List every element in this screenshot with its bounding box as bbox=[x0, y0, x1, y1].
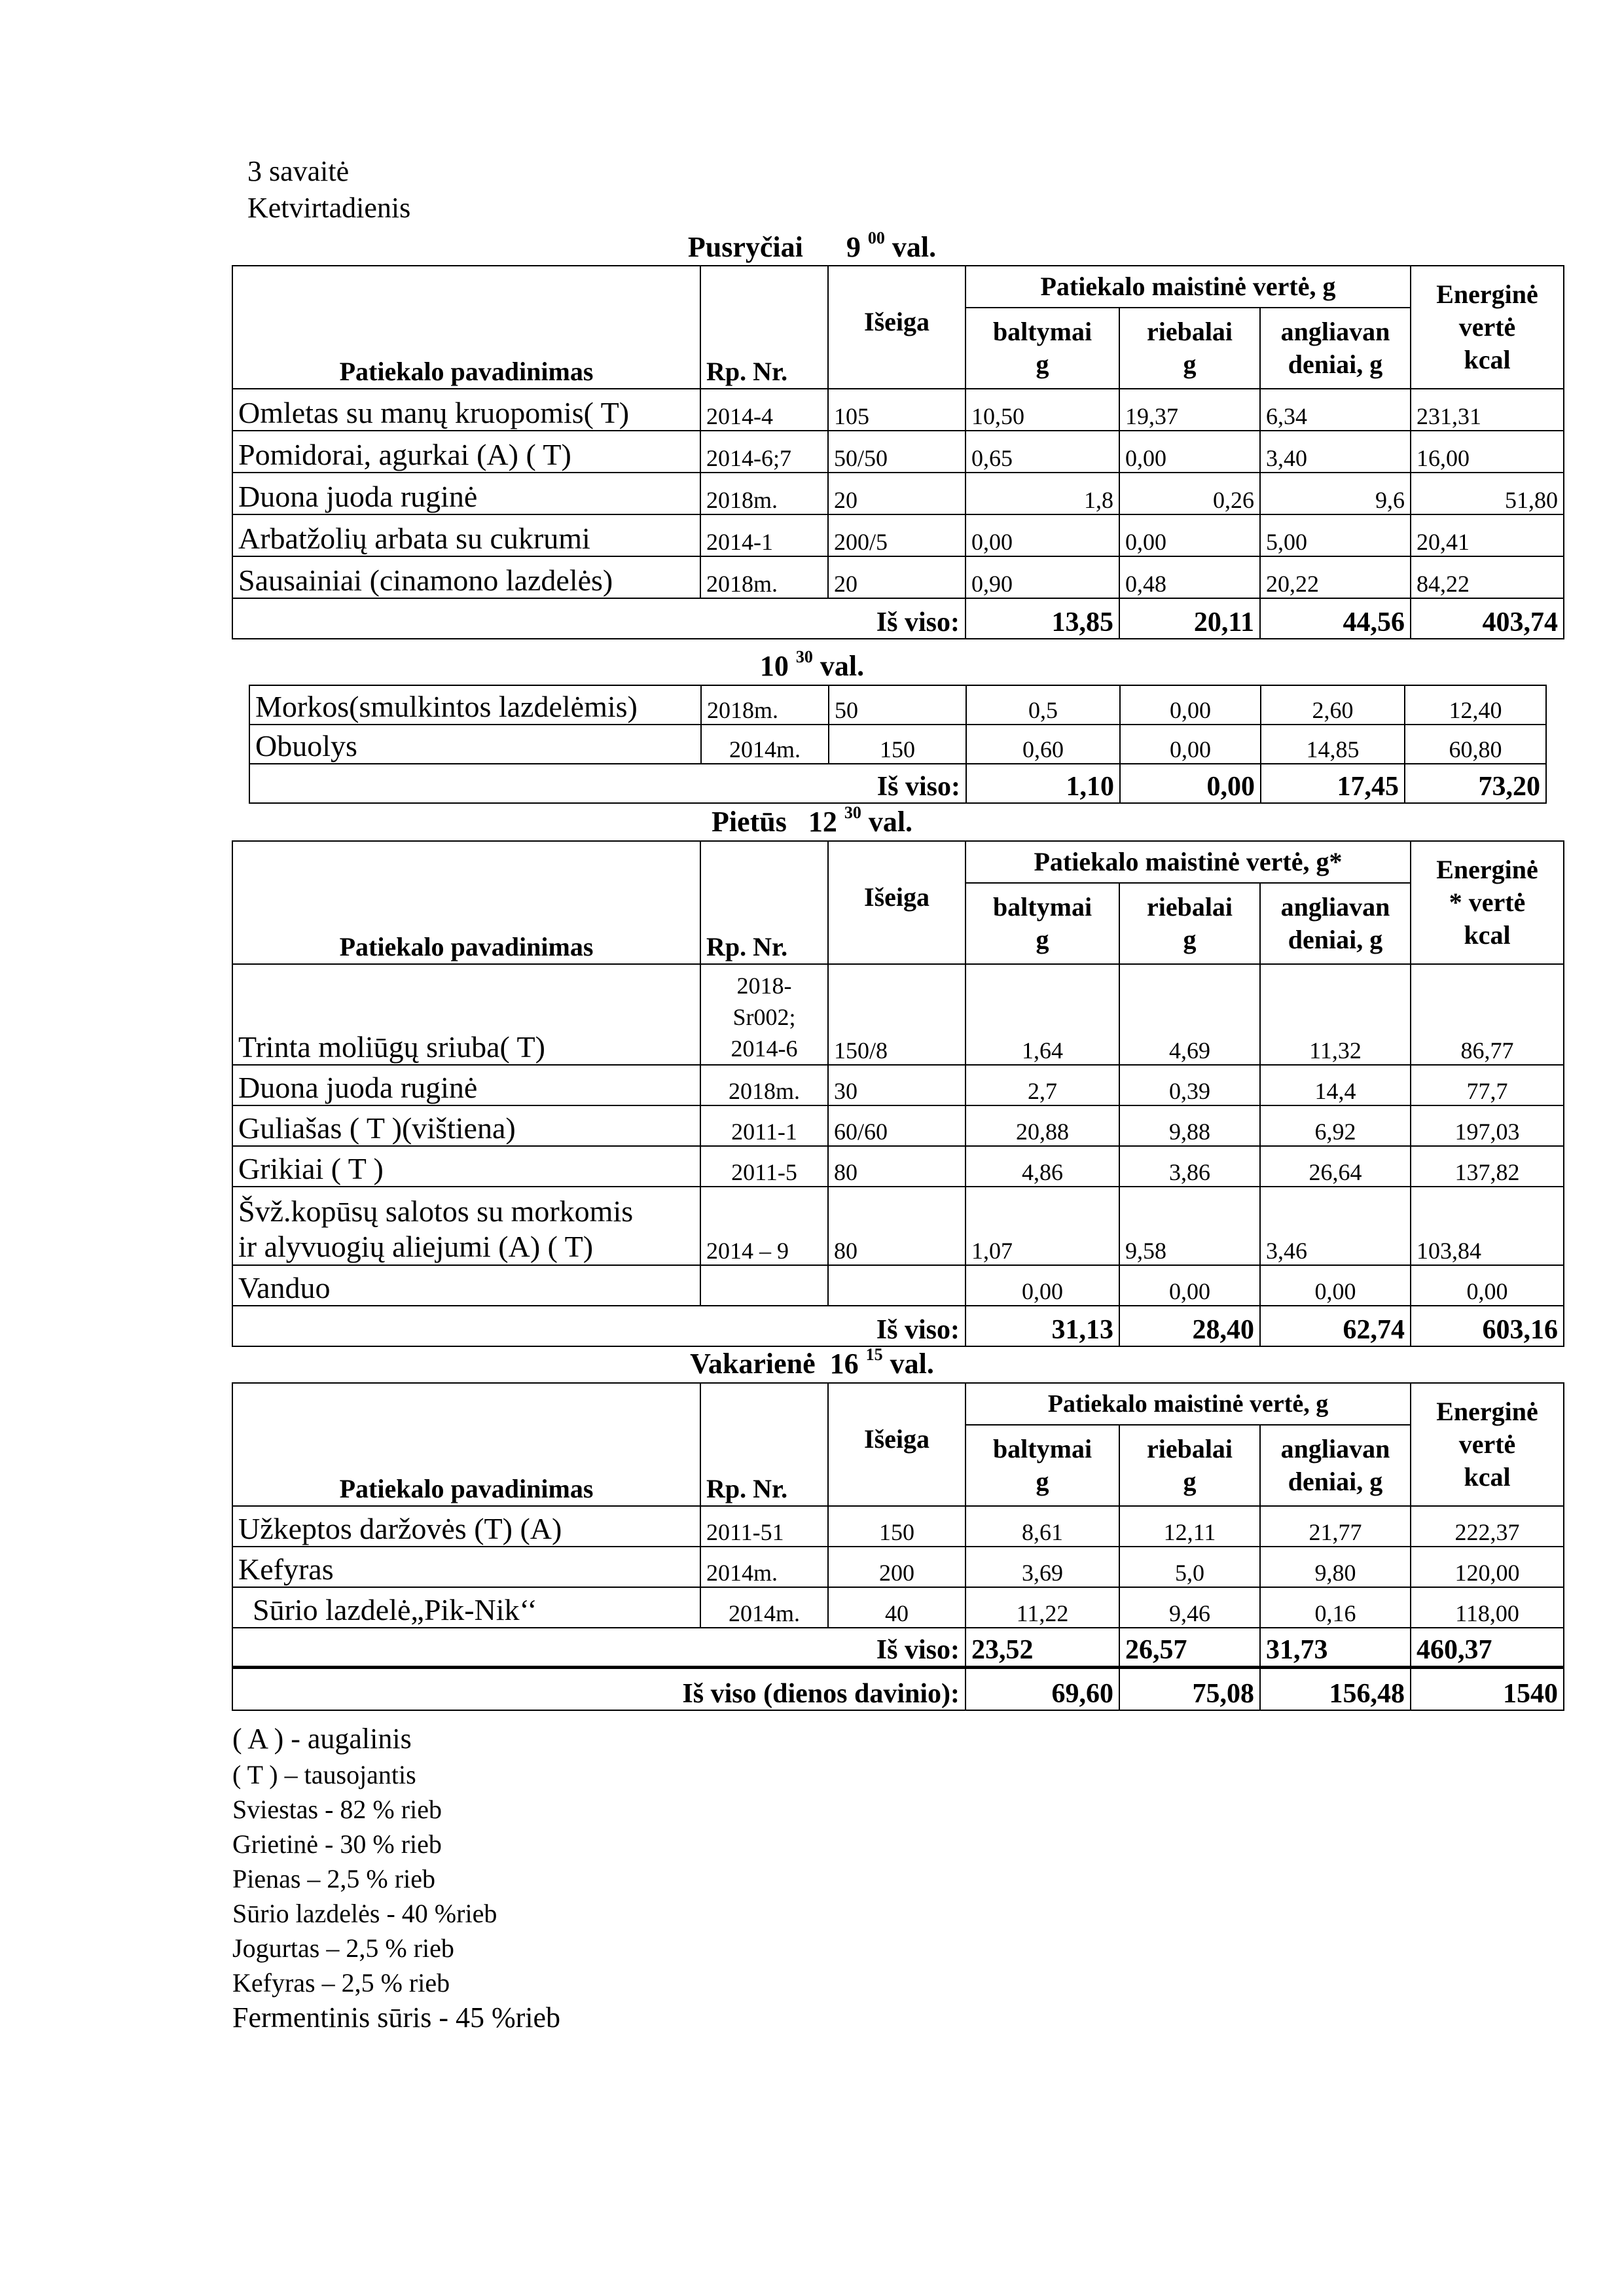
col-fat-header: riebalai g bbox=[1119, 1425, 1260, 1506]
col-fat-header: riebalai g bbox=[1119, 883, 1260, 964]
legend-item: Pienas – 2,5 % rieb bbox=[232, 1864, 435, 1893]
col-name-header: Patiekalo pavadinimas bbox=[232, 1383, 700, 1506]
col-name-header: Patiekalo pavadinimas bbox=[232, 841, 700, 964]
col-group-header: Patiekalo maistinė vertė, g* bbox=[965, 841, 1411, 883]
week-label: 3 savaitė bbox=[247, 155, 350, 187]
col-protein-header: baltymai g bbox=[965, 308, 1119, 389]
col-energy-header: Energinė * vertė kcal bbox=[1411, 841, 1564, 964]
table-row: Duona juoda ruginė 2018m. 30 2,7 0,39 14,4 77,7 bbox=[232, 1065, 1564, 1105]
legend-item: Grietinė - 30 % rieb bbox=[232, 1829, 442, 1859]
col-rp-header: Rp. Nr. bbox=[700, 841, 828, 964]
col-rp-header: Rp. Nr. bbox=[700, 1383, 828, 1506]
legend-item: ( A ) - augalinis bbox=[232, 1723, 412, 1755]
col-energy-header: Energinė vertė kcal bbox=[1411, 1383, 1564, 1506]
legend-item: Sviestas - 82 % rieb bbox=[232, 1795, 442, 1824]
col-name-header: Patiekalo pavadinimas bbox=[232, 266, 700, 389]
col-fat-header: riebalai g bbox=[1119, 308, 1260, 389]
legend-item: Sūrio lazdelės - 40 %rieb bbox=[232, 1899, 497, 1928]
legend-item: Kefyras – 2,5 % rieb bbox=[232, 1968, 450, 1998]
table-row: Arbatžolių arbata su cukrumi 2014-1 200/5 0,00 0,00 5,00 20,41 bbox=[232, 514, 1564, 556]
table-row: Švž.kopūsų salotos su morkomis ir alyvuogių aliejumi (A) ( T) 2014 – 9 80 1,07 9,58 3,46 103,84 bbox=[232, 1187, 1564, 1265]
legend-item: Fermentinis sūris - 45 %rieb bbox=[232, 2001, 561, 2034]
col-yield-header: Išeiga bbox=[828, 266, 965, 389]
col-rp-header: Rp. Nr. bbox=[700, 266, 828, 389]
col-yield-header: Išeiga bbox=[828, 1383, 965, 1506]
table-row: Pomidorai, agurkai (A) ( T) 2014-6;7 50/50 0,65 0,00 3,40 16,00 bbox=[232, 431, 1564, 473]
table-row: Užkeptos daržovės (T) (A) 2011-51 150 8,61 12,11 21,77 222,37 bbox=[232, 1506, 1564, 1547]
col-carb-header: angliavan deniai, g bbox=[1260, 883, 1411, 964]
col-group-header: Patiekalo maistinė vertė, g bbox=[965, 266, 1411, 308]
table-row: Kefyras 2014m. 200 3,69 5,0 9,80 120,00 bbox=[232, 1547, 1564, 1587]
breakfast-heading: Pusryčiai 9 $^{00}$ val. bbox=[687, 228, 937, 263]
col-protein-header: baltymai g bbox=[965, 1425, 1119, 1506]
table-row: Omletas su manų kruopomis( T) 2014-4 105 10,50 19,37 6,34 231,31 bbox=[232, 389, 1564, 431]
table-row: Trinta moliūgų sriuba( T) 2018- Sr002; 2014-6 150/8 1,64 4,69 11,32 86,77 bbox=[232, 964, 1564, 1065]
day-total-row: Iš viso (dienos davinio): 69,60 75,08 156,48 1540 bbox=[232, 1667, 1564, 1710]
dinner-heading: Vakarienė 16 $^{15}$ val. bbox=[690, 1345, 934, 1380]
col-carb-header: angliavan deniai, g bbox=[1260, 308, 1411, 389]
col-carb-header: angliavan deniai, g bbox=[1260, 1425, 1411, 1506]
total-row: Iš viso: 31,13 28,40 62,74 603,16 bbox=[232, 1306, 1564, 1346]
table-row: Vanduo 0,00 0,00 0,00 0,00 bbox=[232, 1265, 1564, 1306]
col-group-header: Patiekalo maistinė vertė, g bbox=[965, 1383, 1411, 1425]
legend-item: Jogurtas – 2,5 % rieb bbox=[232, 1933, 454, 1963]
total-row: Iš viso: 1,10 0,00 17,45 73,20 bbox=[249, 764, 1546, 803]
table-row: Guliašas ( T )(vištiena) 2011-1 60/60 20,88 9,88 6,92 197,03 bbox=[232, 1105, 1564, 1146]
col-yield-header: Išeiga bbox=[828, 841, 965, 964]
col-protein-header: baltymai g bbox=[965, 883, 1119, 964]
breakfast-table bbox=[232, 265, 1564, 639]
table-row: Morkos(smulkintos lazdelėmis) 2018m. 50 0,5 0,00 2,60 12,40 bbox=[249, 685, 1546, 725]
table-row: Obuolys 2014m. 150 0,60 0,00 14,85 60,80 bbox=[249, 725, 1546, 764]
dinner-table bbox=[232, 1382, 1564, 1711]
table-row: Duona juoda ruginė 2018m. 20 1,8 0,26 9,6 51,80 bbox=[232, 473, 1564, 514]
table-row: Sausainiai (cinamono lazdelės) 2018m. 20 0,90 0,48 20,22 84,22 bbox=[232, 556, 1564, 598]
snack-heading: 10 $^{30}$ val. bbox=[759, 647, 865, 682]
table-row: Grikiai ( T ) 2011-5 80 4,86 3,86 26,64 137,82 bbox=[232, 1146, 1564, 1187]
day-label: Ketvirtadienis bbox=[247, 192, 411, 224]
table-row: Sūrio lazdelė„Pik-Nik‘‘ 2014m. 40 11,22 9,46 0,16 118,00 bbox=[232, 1587, 1564, 1628]
total-row: Iš viso: 23,52 26,57 31,73 460,37 bbox=[232, 1628, 1564, 1667]
col-energy-header: Energinė vertė kcal bbox=[1411, 266, 1564, 389]
snack-table bbox=[249, 685, 1547, 804]
legend-item: ( T ) – tausojantis bbox=[232, 1760, 416, 1789]
lunch-heading: Pietūs 12 $^{30}$ val. bbox=[711, 803, 913, 838]
lunch-table bbox=[232, 840, 1564, 1347]
total-row: Iš viso: 13,85 20,11 44,56 403,74 bbox=[232, 598, 1564, 639]
